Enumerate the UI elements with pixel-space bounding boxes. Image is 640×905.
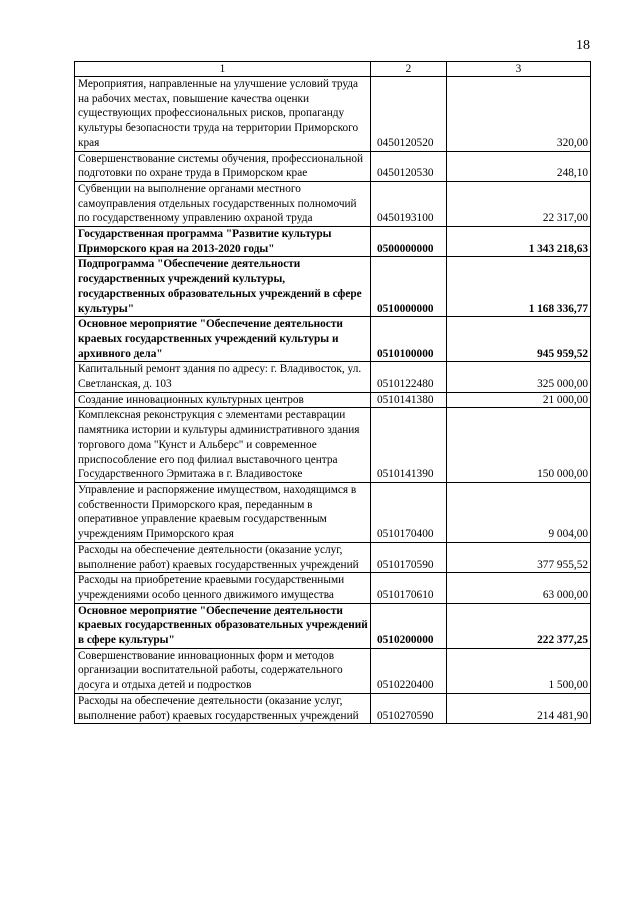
row-code-cell: 0510100000 [371, 317, 447, 362]
row-name-cell: Капитальный ремонт здания по адресу: г. Владивосток, ул. Светланская, д. 103 [75, 362, 371, 392]
row-amount-cell: 325 000,00 [447, 362, 591, 392]
budget-table [74, 61, 591, 724]
row-code-cell: 0510141390 [371, 408, 447, 483]
table-row [75, 227, 591, 257]
row-code-cell: 0450120530 [371, 151, 447, 181]
row-code-cell: 0510200000 [371, 603, 447, 648]
row-code-cell: 0450120520 [371, 77, 447, 152]
row-amount-cell: 248,10 [447, 151, 591, 181]
row-code-cell: 0510000000 [371, 257, 447, 317]
table-row [75, 408, 591, 483]
row-code-cell: 0510141380 [371, 392, 447, 408]
row-amount-cell: 63 000,00 [447, 573, 591, 603]
row-name-cell: Субвенции на выполнение органами местного самоуправления отдельных государственных полномочий по государственному управлению охраной труда [75, 181, 371, 226]
row-name-cell: Основное мероприятие "Обеспечение деятельности краевых государственных образовательных учреждений в сфере культуры" [75, 603, 371, 648]
table-header-row [75, 62, 591, 77]
row-name-cell: Совершенствование инновационных форм и методов организации воспитательной работы, содержательного досуга и отдыха детей и подростков [75, 648, 371, 693]
row-code-cell: 0510270590 [371, 693, 447, 723]
row-amount-cell: 9 004,00 [447, 482, 591, 542]
row-name-cell: Государственная программа "Развитие культуры Приморского края на 2013-2020 годы" [75, 227, 371, 257]
column-header-amount: 3 [447, 62, 591, 77]
table-row [75, 482, 591, 542]
row-amount-cell: 22 317,00 [447, 181, 591, 226]
row-amount-cell: 945 959,52 [447, 317, 591, 362]
row-code-cell: 0510170590 [371, 542, 447, 572]
row-name-cell: Мероприятия, направленные на улучшение условий труда на рабочих местах, повышение качества оценки существующих профессиональных рисков, пропаганду культуры безопасности труда на территории Приморского края [75, 77, 371, 152]
column-header-code: 2 [371, 62, 447, 77]
row-amount-cell: 320,00 [447, 77, 591, 152]
row-name-cell: Расходы на приобретение краевыми государственными учреждениями особо ценного движимого имущества [75, 573, 371, 603]
row-code-cell: 0510122480 [371, 362, 447, 392]
table-row [75, 573, 591, 603]
row-name-cell: Комплексная реконструкция с элементами реставрации памятника истории и культуры административного здания торгового дома "Кунст и Альберс" и современное приспособление его под филиал выставочного центра Государственного Эрмитажа в г. Владивостоке [75, 408, 371, 483]
table-row [75, 392, 591, 408]
row-amount-cell: 222 377,25 [447, 603, 591, 648]
row-amount-cell: 21 000,00 [447, 392, 591, 408]
row-code-cell: 0510170400 [371, 482, 447, 542]
row-name-cell: Основное мероприятие "Обеспечение деятельности краевых государственных учреждений культуры и архивного дела" [75, 317, 371, 362]
table-row [75, 77, 591, 152]
column-header-name: 1 [75, 62, 371, 77]
row-name-cell: Расходы на обеспечение деятельности (оказание услуг, выполнение работ) краевых государственных учреждений [75, 693, 371, 723]
row-amount-cell: 377 955,52 [447, 542, 591, 572]
row-code-cell: 0510170610 [371, 573, 447, 603]
page-number: 18 [576, 38, 590, 53]
row-name-cell: Создание инновационных культурных центров [75, 392, 371, 408]
table-row [75, 151, 591, 181]
table-row [75, 693, 591, 723]
row-code-cell: 0510220400 [371, 648, 447, 693]
table-row [75, 362, 591, 392]
table-row [75, 257, 591, 317]
row-amount-cell: 1 168 336,77 [447, 257, 591, 317]
row-name-cell: Подпрограмма "Обеспечение деятельности государственных учреждений культуры, государственных образовательных учреждений в сфере культуры" [75, 257, 371, 317]
row-name-cell: Расходы на обеспечение деятельности (оказание услуг, выполнение работ) краевых государственных учреждений [75, 542, 371, 572]
row-name-cell: Управление и распоряжение имуществом, находящимся в собственности Приморского края, переданным в оперативное управление краевым государственным учреждениям Приморского края [75, 482, 371, 542]
row-amount-cell: 1 343 218,63 [447, 227, 591, 257]
row-amount-cell: 214 481,90 [447, 693, 591, 723]
row-name-cell: Совершенствование системы обучения, профессиональной подготовки по охране труда в Приморском крае [75, 151, 371, 181]
table-row [75, 317, 591, 362]
table-row [75, 181, 591, 226]
table-row [75, 603, 591, 648]
row-amount-cell: 1 500,00 [447, 648, 591, 693]
row-amount-cell: 150 000,00 [447, 408, 591, 483]
row-code-cell: 0500000000 [371, 227, 447, 257]
row-code-cell: 0450193100 [371, 181, 447, 226]
table-row [75, 542, 591, 572]
table-row [75, 648, 591, 693]
